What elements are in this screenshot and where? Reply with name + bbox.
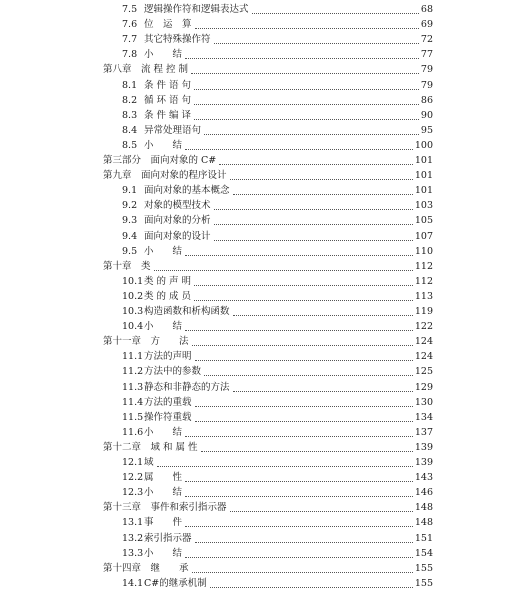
toc-section-number: 9.5 bbox=[122, 245, 138, 257]
toc-dot-leader bbox=[214, 42, 419, 44]
toc-page-number: 103 bbox=[414, 200, 433, 212]
toc-title: 静态和非静态的方法 bbox=[144, 381, 230, 393]
toc-section-row bbox=[122, 3, 433, 17]
toc-dot-leader bbox=[230, 510, 413, 512]
toc-title: 循 环 语 句 bbox=[144, 94, 192, 106]
toc-section-row bbox=[122, 547, 433, 561]
toc-page-number: 143 bbox=[414, 472, 433, 484]
toc-page-number: 90 bbox=[420, 109, 433, 121]
toc-chapter-row bbox=[103, 260, 433, 274]
toc-page-number: 79 bbox=[420, 79, 433, 91]
toc-page-number: 86 bbox=[420, 94, 433, 106]
toc-title: 事 件 bbox=[144, 517, 183, 529]
toc-section-row bbox=[122, 79, 433, 93]
toc-dot-leader bbox=[233, 390, 413, 392]
toc-title: 第十章 类 bbox=[103, 260, 151, 272]
toc-page-number: 101 bbox=[414, 155, 433, 166]
toc-dot-leader bbox=[185, 435, 413, 437]
toc-title: 类 的 成 员 bbox=[144, 290, 192, 302]
toc-dot-leader bbox=[194, 284, 413, 286]
toc-dot-leader bbox=[252, 12, 419, 14]
toc-dot-leader bbox=[194, 103, 419, 105]
toc-section-number: 13.2 bbox=[122, 532, 144, 544]
toc-title: 位 运 算 bbox=[144, 19, 192, 31]
toc-section-row bbox=[122, 320, 433, 334]
toc-title: 方法的声明 bbox=[144, 351, 192, 363]
toc-dot-leader bbox=[185, 525, 413, 527]
toc-section-number: 11.2 bbox=[122, 366, 144, 378]
toc-section-row bbox=[122, 456, 433, 470]
toc-title: 方法中的参数 bbox=[144, 366, 202, 378]
toc-dot-leader bbox=[185, 148, 413, 150]
toc-page-number: 95 bbox=[420, 124, 433, 136]
toc-page-number: 119 bbox=[414, 306, 433, 317]
toc-section-number: 12.3 bbox=[122, 487, 144, 499]
toc-title: 其它特殊操作符 bbox=[144, 34, 211, 46]
toc-title: 条 件 语 句 bbox=[144, 79, 192, 91]
toc-title: 条 件 编 译 bbox=[144, 109, 192, 121]
toc-page-number: 139 bbox=[414, 441, 433, 453]
toc-page-number: 113 bbox=[414, 290, 433, 302]
toc-section-number: 12.2 bbox=[122, 472, 144, 484]
toc-page-number: 77 bbox=[420, 49, 433, 61]
toc-section-number: 11.4 bbox=[122, 396, 144, 408]
toc-section-row bbox=[122, 109, 433, 123]
toc-section-number: 14.1 bbox=[122, 577, 144, 589]
toc-section-number: 11.6 bbox=[122, 426, 144, 438]
toc-section-number: 9.4 bbox=[122, 230, 138, 242]
toc-section-number: 9.3 bbox=[122, 215, 138, 227]
toc-title: 方法的重载 bbox=[144, 396, 192, 408]
toc-dot-leader bbox=[191, 72, 419, 74]
toc-dot-leader bbox=[214, 223, 413, 225]
toc-section-number: 11.5 bbox=[122, 411, 144, 423]
toc-title: 逻辑操作符和逻辑表达式 bbox=[144, 4, 249, 15]
toc-dot-leader bbox=[154, 269, 413, 271]
toc-dot-leader bbox=[194, 88, 419, 90]
toc-chapter-row bbox=[103, 562, 433, 576]
toc-page-number: 137 bbox=[414, 426, 433, 438]
toc-section-number: 7.6 bbox=[122, 19, 138, 31]
toc-title: 对象的模型技术 bbox=[144, 200, 211, 212]
toc-title: 第十四章 继 承 bbox=[103, 562, 189, 574]
toc-section-number: 8.5 bbox=[122, 139, 138, 151]
toc-page-number: 148 bbox=[414, 502, 433, 514]
toc-page-number: 100 bbox=[414, 139, 433, 151]
toc-chapter-row bbox=[103, 63, 433, 77]
toc-title: 小 结 bbox=[144, 321, 183, 333]
toc-dot-leader bbox=[192, 344, 413, 346]
toc-dot-leader bbox=[201, 450, 413, 452]
toc-section-number: 7.8 bbox=[122, 49, 138, 61]
toc-dot-leader bbox=[195, 420, 413, 422]
toc-dot-leader bbox=[195, 359, 413, 361]
toc-page-number: 124 bbox=[414, 351, 433, 363]
toc-dot-leader bbox=[157, 465, 413, 467]
toc-page-number: 155 bbox=[414, 577, 433, 589]
toc-section-row bbox=[122, 199, 433, 213]
toc-page-number: 134 bbox=[414, 411, 433, 423]
toc-dot-leader bbox=[185, 480, 413, 482]
toc-dot-leader bbox=[195, 27, 419, 29]
toc-dot-leader bbox=[185, 57, 419, 59]
toc-page-number: 124 bbox=[414, 336, 433, 348]
toc-section-row bbox=[122, 350, 433, 364]
toc-title: 小 结 bbox=[144, 139, 183, 151]
toc-page-number: 155 bbox=[414, 562, 433, 574]
toc-dot-leader bbox=[185, 556, 413, 558]
toc-title: 面向对象的分析 bbox=[144, 215, 211, 227]
toc-title: 小 结 bbox=[144, 547, 183, 559]
toc-section-number: 10.1 bbox=[122, 275, 144, 287]
toc-title: 小 结 bbox=[144, 426, 183, 438]
toc-dot-leader bbox=[230, 178, 413, 180]
toc-dot-leader bbox=[185, 495, 413, 497]
toc-chapter-row bbox=[103, 154, 433, 168]
toc-dot-leader bbox=[210, 586, 413, 588]
toc-title: 第八章 流 程 控 制 bbox=[103, 64, 189, 76]
toc-page-number: 148 bbox=[414, 517, 433, 529]
toc-section-row bbox=[122, 18, 433, 32]
toc-section-number: 13.3 bbox=[122, 547, 144, 559]
toc-section-row bbox=[122, 365, 433, 379]
toc-page-number: 125 bbox=[414, 366, 433, 378]
toc-page-number: 129 bbox=[414, 381, 433, 393]
toc-section-number: 9.1 bbox=[122, 185, 138, 197]
toc-section-row bbox=[122, 486, 433, 500]
toc-title: 属 性 bbox=[144, 472, 183, 484]
toc-page-number: 105 bbox=[414, 215, 433, 227]
toc-title: 第三部分 面向对象的 C# bbox=[103, 155, 217, 166]
toc-title: 第十三章 事件和索引指示器 bbox=[103, 502, 227, 514]
toc-title: 第九章 面向对象的程序设计 bbox=[103, 170, 227, 182]
toc-title: 异常处理语句 bbox=[144, 124, 202, 136]
toc-dot-leader bbox=[194, 118, 419, 120]
toc-section-number: 11.1 bbox=[122, 351, 144, 363]
toc-section-row bbox=[122, 184, 433, 198]
toc-title: 类 的 声 明 bbox=[144, 275, 192, 287]
toc-page-number: 112 bbox=[414, 275, 433, 287]
toc-section-row bbox=[122, 577, 433, 591]
toc-section-row bbox=[122, 532, 433, 546]
toc-page-number: 130 bbox=[414, 396, 433, 408]
toc-page-number: 139 bbox=[414, 457, 433, 468]
toc-page-number: 69 bbox=[420, 19, 433, 31]
toc-title: 小 结 bbox=[144, 245, 183, 257]
toc-title: 小 结 bbox=[144, 49, 183, 61]
toc-dot-leader bbox=[214, 208, 413, 210]
toc-section-row bbox=[122, 305, 433, 319]
toc-section-number: 10.4 bbox=[122, 321, 144, 333]
toc-section-number: 8.2 bbox=[122, 94, 138, 106]
toc-page-number: 146 bbox=[414, 487, 433, 499]
toc-title: 面向对象的设计 bbox=[144, 230, 211, 242]
toc-page-number: 72 bbox=[420, 34, 433, 46]
toc-section-row bbox=[122, 33, 433, 47]
toc-section-row bbox=[122, 381, 433, 395]
toc-section-number: 9.2 bbox=[122, 200, 138, 212]
toc-page-number: 112 bbox=[414, 260, 433, 272]
toc-dot-leader bbox=[204, 133, 419, 135]
toc-section-number: 7.7 bbox=[122, 34, 138, 46]
toc-title: 面向对象的基本概念 bbox=[144, 185, 230, 197]
toc-page-number: 79 bbox=[420, 64, 433, 76]
toc-chapter-row bbox=[103, 441, 433, 455]
toc-chapter-row bbox=[103, 501, 433, 515]
toc-dot-leader bbox=[233, 193, 413, 195]
toc-section-row bbox=[122, 124, 433, 138]
toc-section-row bbox=[122, 245, 433, 259]
toc-page-number: 68 bbox=[420, 4, 433, 15]
toc-section-row bbox=[122, 290, 433, 304]
toc-section-number: 11.3 bbox=[122, 381, 144, 393]
toc-page-number: 101 bbox=[414, 185, 433, 197]
toc-dot-leader bbox=[185, 254, 413, 256]
toc-page-number: 154 bbox=[414, 547, 433, 559]
toc-title: 构造函数和析构函数 bbox=[144, 306, 230, 317]
toc-section-row bbox=[122, 426, 433, 440]
toc-section-number: 10.2 bbox=[122, 290, 144, 302]
toc-section-number: 8.4 bbox=[122, 124, 138, 136]
toc-section-row bbox=[122, 94, 433, 108]
toc-section-number: 7.5 bbox=[122, 4, 138, 15]
toc-title: 域 bbox=[144, 457, 154, 468]
toc-dot-leader bbox=[233, 314, 413, 316]
toc-section-number: 10.3 bbox=[122, 306, 144, 317]
toc-section-row bbox=[122, 48, 433, 62]
toc-page-number: 110 bbox=[414, 245, 433, 257]
toc-dot-leader bbox=[192, 571, 413, 573]
toc-dot-leader bbox=[195, 405, 413, 407]
toc-title: 第十一章 方 法 bbox=[103, 336, 189, 348]
toc-section-row bbox=[122, 516, 433, 530]
toc-title: 第十二章 域 和 属 性 bbox=[103, 441, 198, 453]
toc-dot-leader bbox=[204, 374, 413, 376]
toc-section-row bbox=[122, 471, 433, 485]
toc-section-row bbox=[122, 396, 433, 410]
toc-dot-leader bbox=[194, 299, 413, 301]
toc-page-number: 101 bbox=[414, 170, 433, 182]
toc-chapter-row bbox=[103, 169, 433, 183]
toc-section-number: 12.1 bbox=[122, 457, 144, 468]
toc-section-row bbox=[122, 230, 433, 244]
toc-chapter-row bbox=[103, 335, 433, 349]
toc-title: 操作符重载 bbox=[144, 411, 192, 423]
toc-section-number: 8.3 bbox=[122, 109, 138, 121]
toc-page-number: 122 bbox=[414, 321, 433, 333]
toc-section-row bbox=[122, 411, 433, 425]
toc-title: C#的继承机制 bbox=[144, 577, 207, 589]
toc-section-number: 8.1 bbox=[122, 79, 138, 91]
toc-section-row bbox=[122, 214, 433, 228]
toc-title: 小 结 bbox=[144, 487, 183, 499]
toc-dot-leader bbox=[214, 239, 413, 241]
toc-section-row bbox=[122, 139, 433, 153]
toc-page-number: 151 bbox=[414, 532, 433, 544]
toc-section-row bbox=[122, 275, 433, 289]
toc-section-number: 13.1 bbox=[122, 517, 144, 529]
toc-dot-leader bbox=[195, 541, 413, 543]
toc-title: 索引指示器 bbox=[144, 532, 192, 544]
toc-dot-leader bbox=[185, 329, 413, 331]
toc-page-number: 107 bbox=[414, 230, 433, 242]
toc-dot-leader bbox=[219, 163, 413, 165]
